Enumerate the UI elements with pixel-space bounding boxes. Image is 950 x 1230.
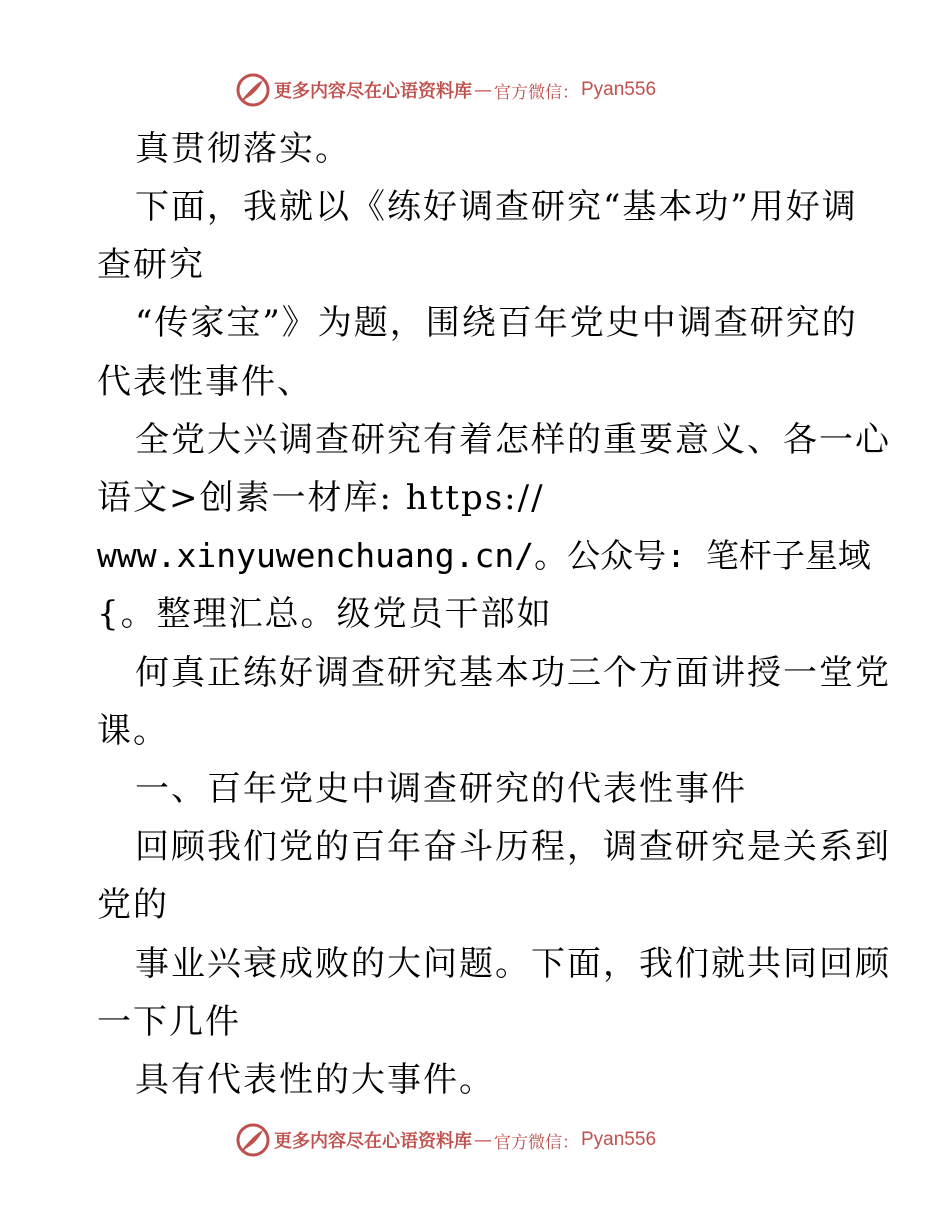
- text-line: 真贯彻落实。: [135, 129, 351, 169]
- text-line: 查研究: [97, 245, 205, 285]
- section-heading: 一、百年党史中调查研究的代表性事件: [135, 769, 747, 809]
- quill-logo-icon: [236, 1123, 270, 1157]
- footer-watermark: [236, 1123, 656, 1157]
- watermark-brand: 更多内容尽在心语资料库: [274, 81, 472, 102]
- text-line: 语文>创素一材库: https://: [97, 478, 545, 518]
- text-line: {。整理汇总。级党员干部如: [97, 594, 553, 634]
- text-line: 党的: [97, 885, 169, 925]
- text-line: 回顾我们党的百年奋斗历程，调查研究是关系到: [135, 827, 891, 867]
- text-line: 下面，我就以《练好调查研究“基本功”用好调: [135, 187, 858, 227]
- watermark-dash: —: [474, 1129, 492, 1151]
- text-line: 何真正练好调查研究基本功三个方面讲授一堂党: [135, 653, 891, 693]
- text-line: www.xinyuwenchuang.cn/。公众号: 笔杆子星域: [97, 536, 871, 575]
- text-line: 事业兴衰成败的大问题。下面，我们就共同回顾: [135, 944, 891, 984]
- watermark-dash: —: [474, 79, 492, 101]
- watermark-official: 官方微信：: [494, 82, 579, 103]
- text-line: 课。: [97, 711, 169, 751]
- watermark-wechat-id: Pyan556: [581, 1129, 657, 1150]
- watermark-official: 官方微信：: [494, 1132, 579, 1153]
- quill-logo-icon: [236, 73, 270, 107]
- text-line: 具有代表性的大事件。: [135, 1060, 495, 1100]
- text-line: 全党大兴调查研究有着怎样的重要意义、各一心: [135, 420, 891, 460]
- watermark-brand: 更多内容尽在心语资料库: [274, 1131, 472, 1152]
- text-line: “传家宝”》为题，围绕百年党史中调查研究的: [135, 303, 858, 343]
- text-line: 一下几件: [97, 1002, 241, 1042]
- text-line: 代表性事件、: [97, 362, 313, 402]
- watermark-wechat-id: Pyan556: [581, 79, 657, 100]
- header-watermark: [236, 73, 656, 107]
